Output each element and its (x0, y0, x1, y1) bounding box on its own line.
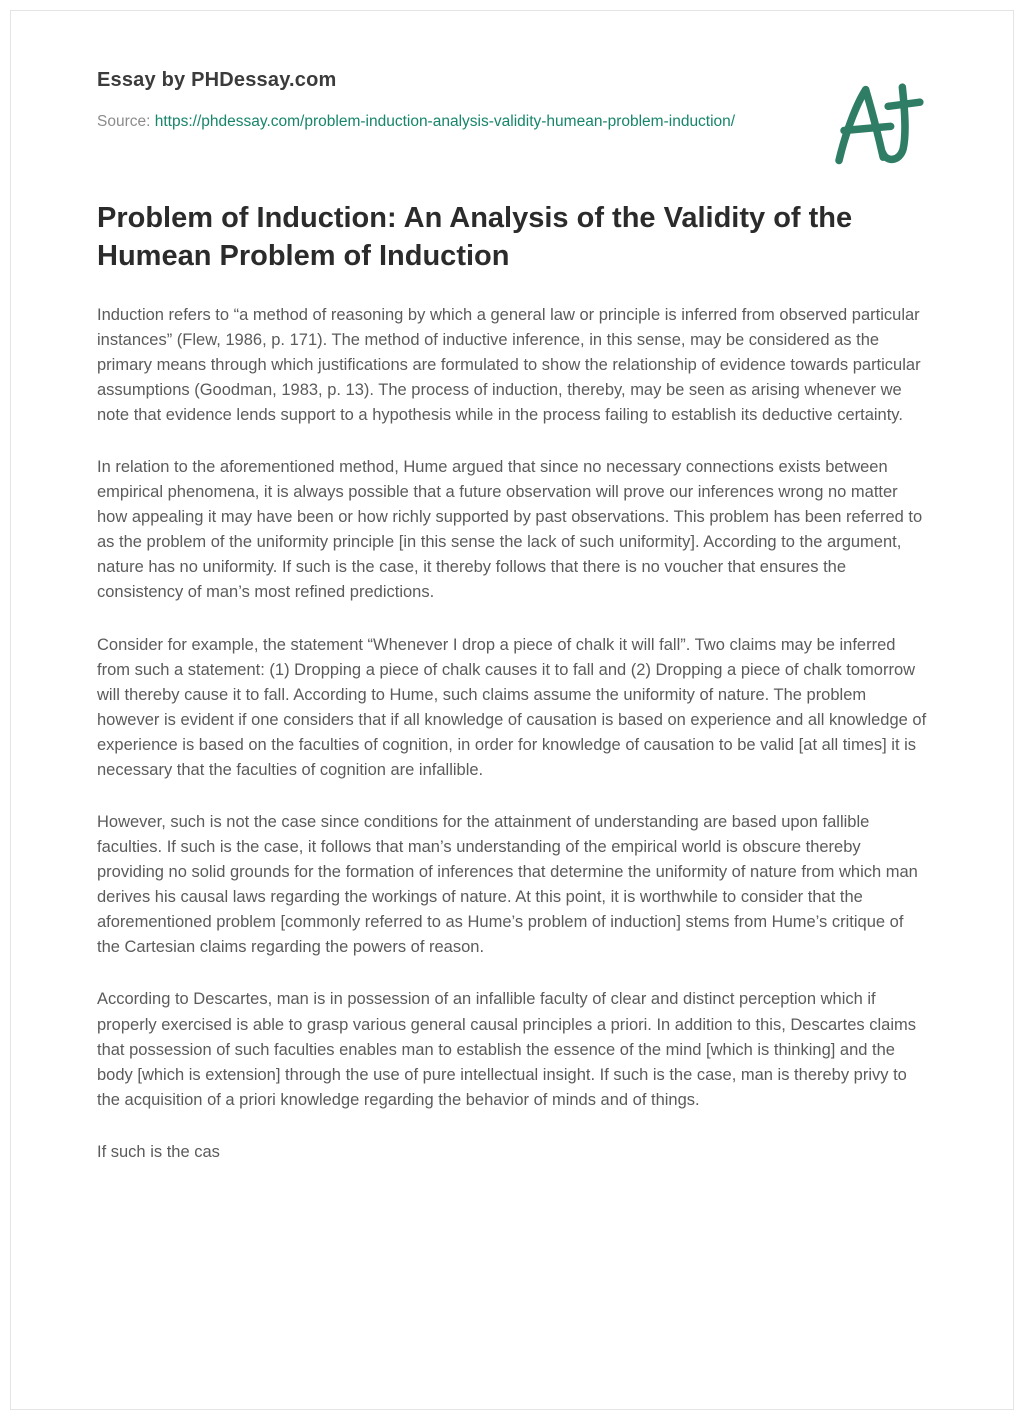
essay-paragraph: Induction refers to “a method of reasoning by which a general law or principle is inferred from observed particular instances” (Flew, 1986, p. 171). The method of inductive inference, in this sense, may be considered as the primary means through which justifications are formulated to show the relationship of evidence towards particular assumptions (Goodman, 1983, p. 13). The process of induction, thereby, may be seen as arising whenever we note that evidence lends support to a hypothesis while in the process failing to establish its deductive certainty. (97, 305, 921, 424)
byline: Essay by PHDessay.com (97, 69, 337, 91)
essay-paragraph: Consider for example, the statement “Whenever I drop a piece of chalk it will fall”. Two claims may be inferred from such a statement: (1) Dropping a piece of chalk causes it to fall and (2) Dropping a piece of chalk tomorrow will thereby cause it to fall. According to Hume, such claims assume the uniformity of nature. The problem however is evident if one considers that if all knowledge of causation is based on experience and all knowledge of experience is based on the faculties of cognition, in order for knowledge of causation to be valid [at all times] it is necessary that the faculties of cognition are infallible. (97, 635, 927, 779)
phdessay-a-plus-logo-icon (829, 73, 929, 178)
page-title: Problem of Induction: An Analysis of the Validity of the Humean Problem of Induction (97, 201, 853, 273)
essay-page-card (10, 10, 1014, 1410)
essay-paragraph: However, such is not the case since conditions for the attainment of understanding are based upon fallible faculties. If such is the case, it follows that man’s understanding of the empirical world is obscure thereby providing no solid grounds for the formation of inferences that determine the uniformity of nature from which man derives his causal laws regarding the workings of nature. At this point, it is worthwhile to consider that the aforementioned problem [commonly referred to as Hume’s problem of induction] stems from Hume’s critique of the Cartesian claims regarding the powers of reason. (97, 813, 918, 957)
source-link[interactable]: https://phdessay.com/problem-induction-analysis-validity-humean-problem-induction/ (154, 113, 736, 130)
essay-body (97, 303, 927, 1165)
essay-paragraph: According to Descartes, man is in possession of an infallible faculty of clear and distinct perception which if properly exercised is able to grasp various general causal principles a priori. In addition to this, Descartes claims that possession of such faculties enables man to establish the essence of the mind [which is thinking] and the body [which is extension] through the use of pure intellectual insight. If such is the case, man is thereby privy to the acquisition of a priori knowledge regarding the behavior of minds and of things. (97, 990, 916, 1109)
essay-paragraph: In relation to the aforementioned method, Hume argued that since no necessary connections exists between empirical phenomena, it is always possible that a future observation will prove our inferences wrong no matter how appealing it may have been or how richly supported by past observations. This problem has been referred to as the problem of the uniformity principle [in this sense the lack of such uniformity]. According to the argument, nature has no uniformity. If such is the case, it thereby follows that there is no voucher that ensures the consistency of man’s most refined predictions. (97, 458, 923, 602)
source-label: Source: (97, 113, 151, 130)
essay-paragraph-truncated: If such is the cas (97, 1142, 220, 1161)
source-line (97, 109, 742, 135)
essay-content (11, 11, 1013, 1205)
